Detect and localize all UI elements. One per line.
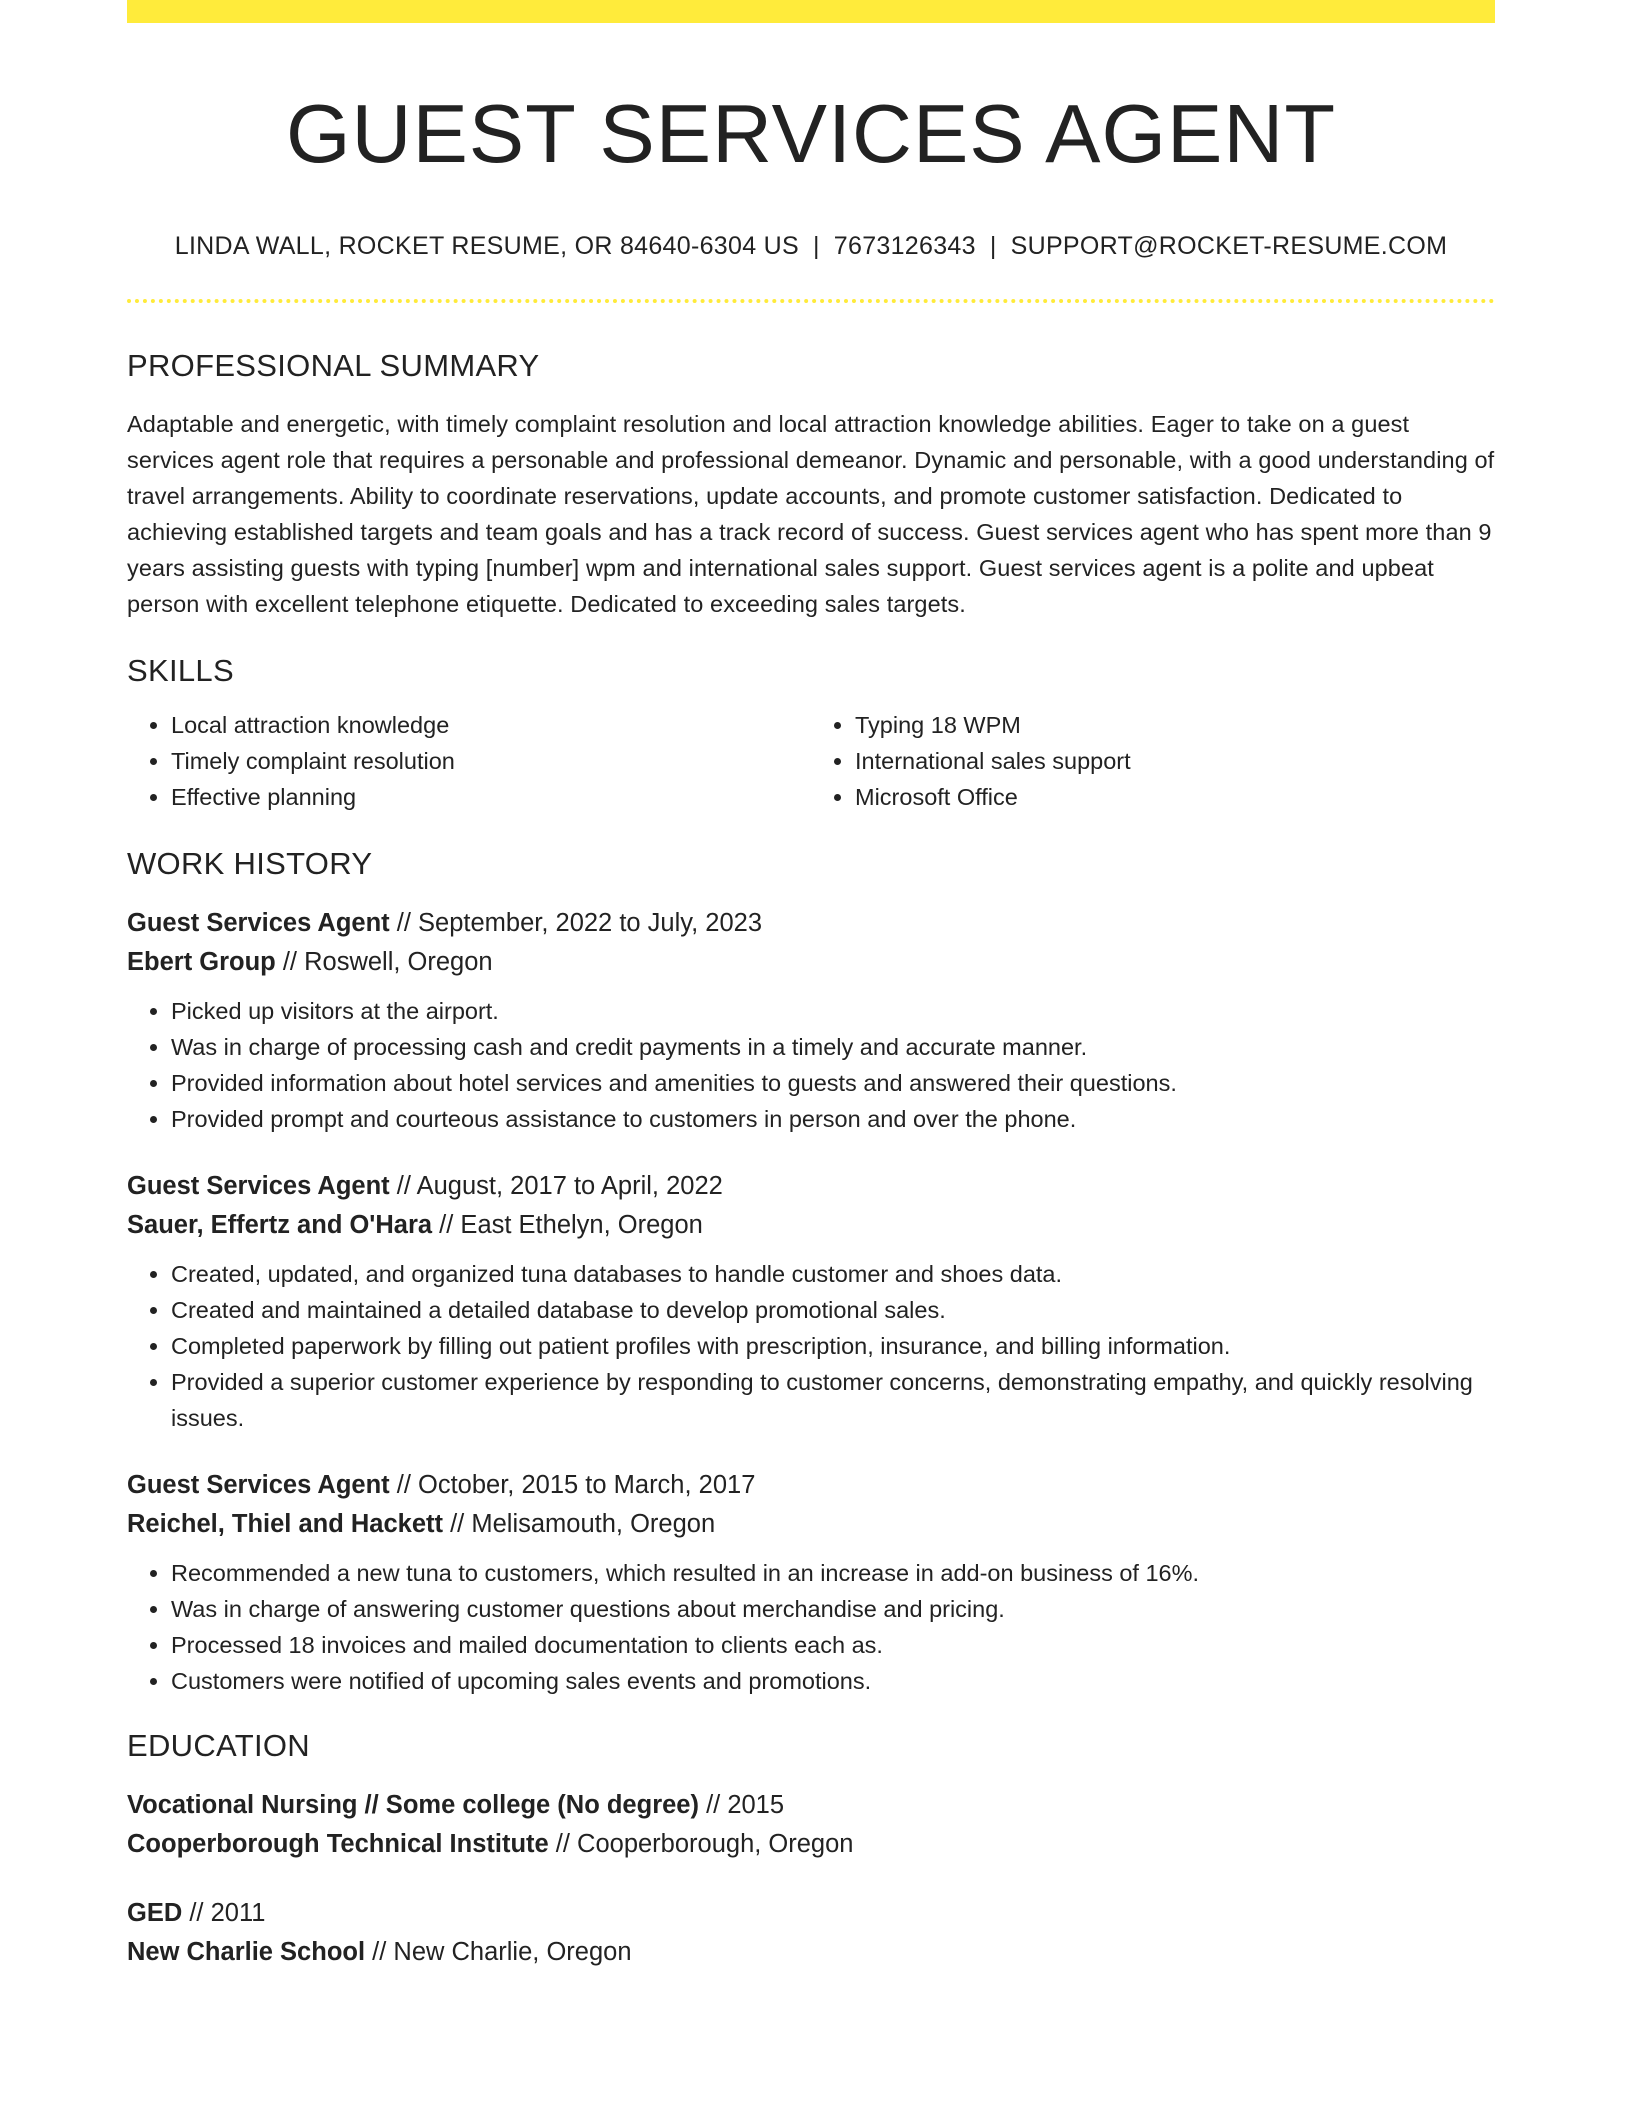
job-title: Guest Services Agent xyxy=(127,1471,390,1500)
education-heading: EDUCATION xyxy=(127,1728,310,1764)
resume-page xyxy=(127,0,1495,1972)
job-bullet: • Recommended a new tuna to customers, which resulted in an increase in add-on business of 16%. xyxy=(171,1555,1495,1591)
education-degree-line xyxy=(127,1786,1495,1825)
job-company: Ebert Group xyxy=(127,948,276,977)
job-bullet: • Processed 18 invoices and mailed documentation to clients each as. xyxy=(171,1627,1495,1663)
contact-phone: 7673126343 xyxy=(833,231,976,260)
job-bullet: • Was in charge of answering customer questions about merchandise and pricing. xyxy=(171,1591,1495,1627)
education-school-line xyxy=(127,1933,1495,1972)
job-bullet: • Provided information about hotel services and amenities to guests and answered their questions. xyxy=(171,1065,1495,1101)
job-company: Reichel, Thiel and Hackett xyxy=(127,1510,444,1539)
job-company: Sauer, Effertz and O'Hara xyxy=(127,1211,433,1240)
skills-columns xyxy=(127,707,1495,815)
job-title-line xyxy=(127,1167,1495,1206)
job-bullet: • Was in charge of processing cash and credit payments in a timely and accurate manner. xyxy=(171,1029,1495,1065)
education-entry xyxy=(127,1894,1495,1972)
education-school-line xyxy=(127,1825,1495,1864)
job-bullet: • Picked up visitors at the airport. xyxy=(171,993,1495,1029)
skills-list-left xyxy=(127,707,811,815)
job-bullet: • Customers were notified of upcoming sales events and promotions. xyxy=(171,1663,1495,1699)
job-company-line xyxy=(127,1505,1495,1544)
job-title: Guest Services Agent xyxy=(127,1172,390,1201)
job-bullet: • Created, updated, and organized tuna databases to handle customer and shoes data. xyxy=(171,1256,1495,1292)
summary-heading: PROFESSIONAL SUMMARY xyxy=(127,347,540,383)
education-year: // 2015 xyxy=(698,1791,785,1820)
job-company-line xyxy=(127,943,1495,982)
education-entry xyxy=(127,1786,1495,1864)
job-entry xyxy=(127,904,1495,1137)
education-degree-line xyxy=(127,1894,1495,1933)
job-entry xyxy=(127,1466,1495,1699)
work-history-section xyxy=(127,845,1495,1699)
job-bullets xyxy=(127,993,1495,1137)
education-school: New Charlie School xyxy=(127,1938,366,1967)
skill-item: • International sales support xyxy=(855,743,1495,779)
summary-text: Adaptable and energetic, with timely complaint resolution and local attraction knowledge abilities. Eager to take on a guest services agent role that requires a personable and professional demeanor. Dynamic and personable, with a good understanding of travel arrangements. Ability to coordinate reservations, update accounts, and promote customer satisfaction. Dedicated to achieving established targets and team goals and has a track record of success. Guest services agent who has spent more than 9 years assisting guests with typing [number] wpm and international sales support. Guest services agent is a polite and upbeat person with excellent telephone etiquette. Dedicated to exceeding sales targets. xyxy=(127,410,1495,617)
education-degree: Vocational Nursing // Some college (No degree) xyxy=(127,1791,699,1820)
summary-section xyxy=(127,347,1495,622)
education-location: // Cooperborough, Oregon xyxy=(548,1830,854,1859)
job-location: // East Ethelyn, Oregon xyxy=(432,1211,703,1240)
work-history-heading: WORK HISTORY xyxy=(127,845,373,881)
job-title: Guest Services Agent xyxy=(127,909,390,938)
job-company-line xyxy=(127,1206,1495,1245)
education-location: // New Charlie, Oregon xyxy=(365,1938,632,1967)
job-dates: // August, 2017 to April, 2022 xyxy=(389,1172,723,1201)
job-bullet: • Provided prompt and courteous assistance to customers in person and over the phone. xyxy=(171,1101,1495,1137)
contact-separator: | xyxy=(812,231,820,260)
skills-section xyxy=(127,652,1495,815)
job-bullet: • Provided a superior customer experience by responding to customer concerns, demonstrating empathy, and quickly resolving issues. xyxy=(171,1364,1495,1436)
education-degree: GED xyxy=(127,1899,183,1928)
job-bullet: • Completed paperwork by filling out patient profiles with prescription, insurance, and billing information. xyxy=(171,1328,1495,1364)
job-bullets xyxy=(127,1256,1495,1436)
job-dates: // September, 2022 to July, 2023 xyxy=(389,909,763,938)
skill-item: • Microsoft Office xyxy=(855,779,1495,815)
education-section xyxy=(127,1727,1495,1972)
skill-item: • Effective planning xyxy=(171,779,811,815)
top-accent-bar xyxy=(127,0,1495,23)
job-location: // Melisamouth, Oregon xyxy=(443,1510,716,1539)
education-year: // 2011 xyxy=(182,1899,266,1928)
skills-list-right xyxy=(811,707,1495,815)
dotted-divider xyxy=(127,299,1495,303)
contact-line xyxy=(127,231,1495,261)
skill-item: • Typing 18 WPM xyxy=(855,707,1495,743)
skill-item: • Local attraction knowledge xyxy=(171,707,811,743)
job-location: // Roswell, Oregon xyxy=(275,948,493,977)
job-dates: // October, 2015 to March, 2017 xyxy=(389,1471,756,1500)
skill-item: • Timely complaint resolution xyxy=(171,743,811,779)
job-entry xyxy=(127,1167,1495,1436)
contact-separator: | xyxy=(989,231,997,260)
education-school: Cooperborough Technical Institute xyxy=(127,1830,549,1859)
resume-title: GUEST SERVICES AGENT xyxy=(285,87,1337,180)
job-title-line xyxy=(127,1466,1495,1505)
contact-address: LINDA WALL, ROCKET RESUME, OR 84640-6304 US xyxy=(174,231,799,260)
skills-heading: SKILLS xyxy=(127,652,234,688)
job-bullet: • Created and maintained a detailed database to develop promotional sales. xyxy=(171,1292,1495,1328)
job-title-line xyxy=(127,904,1495,943)
job-bullets xyxy=(127,1555,1495,1699)
contact-email: SUPPORT@ROCKET-RESUME.COM xyxy=(1010,231,1448,260)
